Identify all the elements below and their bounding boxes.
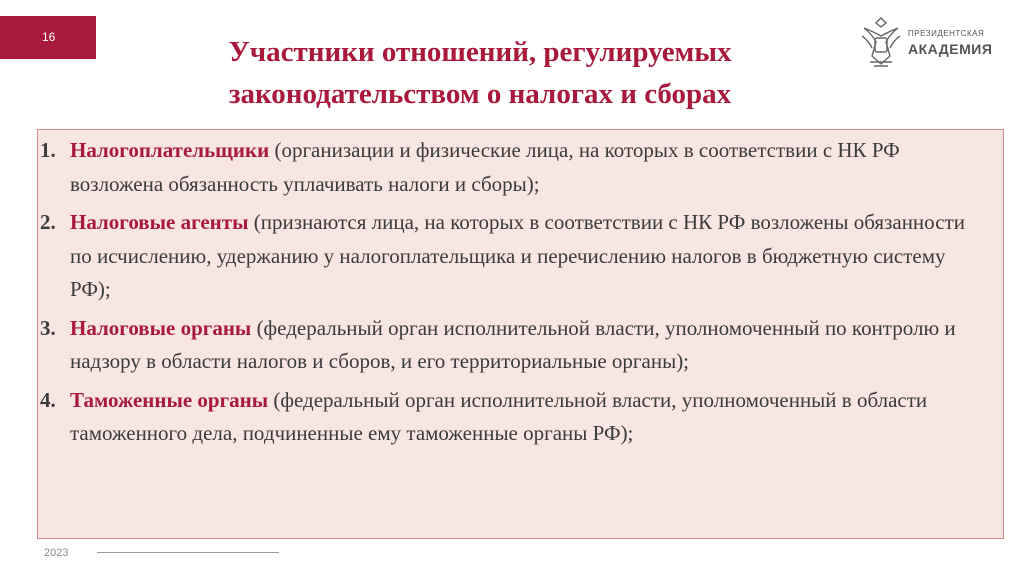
item-description: (федеральный орган исполнительной власти, уполномоченный по контролю и надзору в области налогов и сборов, и его территориальные органы); — [70, 315, 956, 373]
item-number: 2. — [40, 210, 56, 234]
item-description: (федеральный орган исполнительной власти, уполномоченный в области таможенного дела, подчиненные ему таможенные органы РФ); — [70, 387, 928, 445]
participants-list — [40, 134, 980, 456]
logo-line-2: АКАДЕМИЯ — [908, 41, 993, 57]
content-box — [37, 129, 1004, 539]
item-description: (организации и физические лица, на которых в соответствии с НК РФ возложена обязанность уплачивать налоги и сборы); — [70, 138, 900, 196]
list-item — [40, 384, 980, 451]
logo-line-1: ПРЕЗИДЕНТСКАЯ — [908, 29, 985, 38]
list-item — [40, 134, 980, 201]
list-item — [40, 312, 980, 379]
eagle-emblem-icon — [858, 14, 904, 70]
slide-number-badge — [0, 16, 96, 59]
academy-logo — [858, 14, 1008, 74]
slide-number: 16 — [42, 30, 56, 44]
item-number: 1. — [40, 138, 56, 162]
list-item — [40, 206, 980, 307]
item-number: 4. — [40, 387, 56, 412]
item-number: 3. — [40, 315, 56, 340]
item-term: Налоговые органы — [70, 315, 252, 340]
footer-divider — [97, 552, 279, 553]
item-term: Налогоплательщики — [70, 138, 270, 162]
item-term: Налоговые агенты — [70, 210, 249, 234]
footer-year: 2023 — [44, 547, 69, 559]
item-description: (признаются лица, на которых в соответствии с НК РФ возложены обязанности по исчислению, удержанию у налогоплательщика и перечислению налогов в бюджетную систему РФ); — [70, 210, 965, 301]
item-term: Таможенные органы — [70, 387, 269, 412]
slide-title: Участники отношений, регулируемых законодательством о налогах и сборах — [228, 36, 732, 110]
